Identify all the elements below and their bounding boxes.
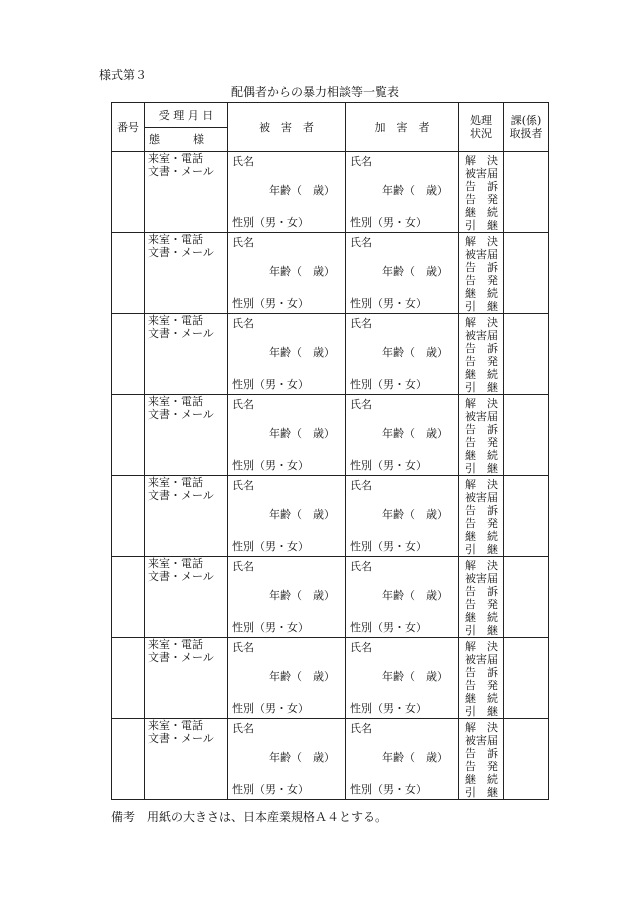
status-item: 被害届 (465, 410, 498, 423)
status-item: 被害届 (465, 653, 498, 666)
victim-name-label: 氏名 (232, 155, 254, 168)
perpetrator-age-label: 年齢（ 歳） (382, 508, 448, 521)
status-item: 解 決 (465, 316, 498, 329)
perpetrator-age-label: 年齢（ 歳） (382, 346, 448, 359)
victim-name-label: 氏名 (232, 560, 254, 573)
status-item: 解 決 (465, 397, 498, 410)
status-item: 引 継 (465, 705, 498, 718)
handler-cell[interactable] (504, 314, 549, 395)
status-item: 継 続 (465, 449, 498, 462)
victim-name-label: 氏名 (232, 641, 254, 654)
method-line2: 文書・メール (148, 651, 214, 664)
status-cell[interactable] (459, 314, 504, 395)
perpetrator-sex-label: 性別（男・女） (350, 378, 427, 391)
victim-sex-label: 性別（男・女） (232, 783, 309, 796)
perpetrator-age-label: 年齢（ 歳） (382, 589, 448, 602)
victim-age-label: 年齢（ 歳） (269, 184, 335, 197)
table-row (112, 233, 549, 314)
handler-cell[interactable] (504, 638, 549, 719)
table-row (112, 638, 549, 719)
perpetrator-name-label: 氏名 (350, 560, 372, 573)
note: 備考 用紙の大きさは、日本産業規格Ａ４とする。 (111, 810, 388, 824)
victim-name-label: 氏名 (232, 398, 254, 411)
status-item: 被害届 (465, 329, 498, 342)
header-victim: 被 害 者 (228, 103, 346, 152)
victim-sex-label: 性別（男・女） (232, 540, 309, 553)
status-cell[interactable] (459, 719, 504, 800)
perpetrator-sex-label: 性別（男・女） (350, 621, 427, 634)
status-item: 告 発 (465, 355, 498, 368)
table-row (112, 395, 549, 476)
victim-name-label: 氏名 (232, 722, 254, 735)
victim-sex-label: 性別（男・女） (232, 297, 309, 310)
method-cell[interactable] (145, 233, 228, 314)
status-cell[interactable] (459, 476, 504, 557)
perpetrator-age-label: 年齢（ 歳） (382, 427, 448, 440)
perpetrator-age-label: 年齢（ 歳） (382, 751, 448, 764)
header-status: 処理 状況 (459, 103, 504, 152)
header-mode: 態 様 (145, 128, 228, 152)
victim-name-label: 氏名 (232, 479, 254, 492)
perpetrator-sex-label: 性別（男・女） (350, 216, 427, 229)
victim-sex-label: 性別（男・女） (232, 621, 309, 634)
method-line1: 来室・電話 (148, 557, 203, 570)
handler-cell[interactable] (504, 152, 549, 233)
status-item: 継 続 (465, 368, 498, 381)
victim-sex-label: 性別（男・女） (232, 216, 309, 229)
perpetrator-cell[interactable] (346, 719, 459, 800)
header-handler: 課(係) 取扱者 (504, 103, 549, 152)
status-item: 告 発 (465, 193, 498, 206)
victim-cell[interactable] (228, 638, 346, 719)
status-item: 告 発 (465, 760, 498, 773)
status-item: 告 発 (465, 598, 498, 611)
status-item: 告 訴 (465, 261, 498, 274)
method-cell[interactable] (145, 476, 228, 557)
perpetrator-sex-label: 性別（男・女） (350, 702, 427, 715)
victim-cell[interactable] (228, 233, 346, 314)
victim-age-label: 年齢（ 歳） (269, 670, 335, 683)
victim-age-label: 年齢（ 歳） (269, 508, 335, 521)
status-item: 継 続 (465, 692, 498, 705)
handler-cell[interactable] (504, 557, 549, 638)
status-item: 引 継 (465, 381, 498, 394)
victim-cell[interactable] (228, 152, 346, 233)
perpetrator-cell[interactable] (346, 638, 459, 719)
status-item: 告 訴 (465, 504, 498, 517)
method-cell[interactable] (145, 719, 228, 800)
method-line2: 文書・メール (148, 570, 214, 583)
status-item: 被害届 (465, 734, 498, 747)
victim-cell[interactable] (228, 557, 346, 638)
row-number-cell[interactable] (112, 152, 145, 233)
perpetrator-name-label: 氏名 (350, 317, 372, 330)
status-item: 被害届 (465, 248, 498, 261)
status-cell[interactable] (459, 557, 504, 638)
perpetrator-sex-label: 性別（男・女） (350, 297, 427, 310)
victim-age-label: 年齢（ 歳） (269, 265, 335, 278)
method-line2: 文書・メール (148, 246, 214, 259)
status-item: 告 発 (465, 679, 498, 692)
page-title: 配偶者からの暴力相談等一覧表 (230, 85, 399, 99)
perpetrator-cell[interactable] (346, 395, 459, 476)
status-item: 継 続 (465, 287, 498, 300)
perpetrator-name-label: 氏名 (350, 479, 372, 492)
victim-cell[interactable] (228, 719, 346, 800)
table-row (112, 719, 549, 800)
consultation-table (111, 102, 549, 800)
form-number: 様式第３ (99, 68, 148, 82)
status-item: 告 訴 (465, 666, 498, 679)
status-item: 引 継 (465, 786, 498, 799)
status-item: 被害届 (465, 572, 498, 585)
method-line2: 文書・メール (148, 327, 214, 340)
perpetrator-sex-label: 性別（男・女） (350, 459, 427, 472)
row-number-cell[interactable] (112, 638, 145, 719)
status-item: 告 訴 (465, 585, 498, 598)
status-item: 引 継 (465, 219, 498, 232)
method-line1: 来室・電話 (148, 395, 203, 408)
status-item: 解 決 (465, 235, 498, 248)
handler-cell[interactable] (504, 476, 549, 557)
perpetrator-cell[interactable] (346, 314, 459, 395)
handler-cell[interactable] (504, 233, 549, 314)
header-date: 受 理 月 日 (145, 103, 228, 128)
method-line2: 文書・メール (148, 489, 214, 502)
perpetrator-name-label: 氏名 (350, 155, 372, 168)
status-item: 解 決 (465, 478, 498, 491)
table-row (112, 557, 549, 638)
row-number-cell[interactable] (112, 233, 145, 314)
status-cell[interactable] (459, 395, 504, 476)
victim-cell[interactable] (228, 476, 346, 557)
method-cell[interactable] (145, 314, 228, 395)
status-cell[interactable] (459, 233, 504, 314)
victim-cell[interactable] (228, 314, 346, 395)
method-cell[interactable] (145, 557, 228, 638)
row-number-cell[interactable] (112, 395, 145, 476)
victim-age-label: 年齢（ 歳） (269, 751, 335, 764)
status-item: 告 発 (465, 436, 498, 449)
method-line2: 文書・メール (148, 165, 214, 178)
method-line1: 来室・電話 (148, 638, 203, 651)
perpetrator-name-label: 氏名 (350, 398, 372, 411)
status-item: 解 決 (465, 154, 498, 167)
header-number: 番号 (112, 103, 145, 152)
header-perpetrator: 加 害 者 (346, 103, 459, 152)
perpetrator-name-label: 氏名 (350, 722, 372, 735)
status-item: 引 継 (465, 300, 498, 313)
status-item: 引 継 (465, 543, 498, 556)
status-item: 解 決 (465, 640, 498, 653)
status-cell[interactable] (459, 638, 504, 719)
perpetrator-cell[interactable] (346, 152, 459, 233)
status-item: 被害届 (465, 167, 498, 180)
status-item: 告 訴 (465, 342, 498, 355)
table-row (112, 152, 549, 233)
perpetrator-cell[interactable] (346, 557, 459, 638)
status-item: 解 決 (465, 721, 498, 734)
method-line1: 来室・電話 (148, 233, 203, 246)
perpetrator-age-label: 年齢（ 歳） (382, 265, 448, 278)
method-cell[interactable] (145, 395, 228, 476)
status-item: 引 継 (465, 624, 498, 637)
victim-age-label: 年齢（ 歳） (269, 346, 335, 359)
table-row (112, 476, 549, 557)
method-line2: 文書・メール (148, 408, 214, 421)
handler-cell[interactable] (504, 719, 549, 800)
status-item: 告 訴 (465, 747, 498, 760)
victim-age-label: 年齢（ 歳） (269, 427, 335, 440)
perpetrator-sex-label: 性別（男・女） (350, 540, 427, 553)
table-row (112, 314, 549, 395)
status-item: 継 続 (465, 206, 498, 219)
status-item: 解 決 (465, 559, 498, 572)
method-cell[interactable] (145, 638, 228, 719)
row-number-cell[interactable] (112, 476, 145, 557)
method-cell[interactable] (145, 152, 228, 233)
method-line1: 来室・電話 (148, 314, 203, 327)
status-item: 告 訴 (465, 180, 498, 193)
victim-sex-label: 性別（男・女） (232, 378, 309, 391)
status-item: 告 発 (465, 517, 498, 530)
status-item: 継 続 (465, 773, 498, 786)
perpetrator-name-label: 氏名 (350, 641, 372, 654)
perpetrator-age-label: 年齢（ 歳） (382, 184, 448, 197)
status-item: 被害届 (465, 491, 498, 504)
status-item: 告 発 (465, 274, 498, 287)
row-number-cell[interactable] (112, 557, 145, 638)
method-line1: 来室・電話 (148, 152, 203, 165)
status-item: 引 継 (465, 462, 498, 475)
victim-sex-label: 性別（男・女） (232, 702, 309, 715)
perpetrator-sex-label: 性別（男・女） (350, 783, 427, 796)
victim-cell[interactable] (228, 395, 346, 476)
method-line1: 来室・電話 (148, 719, 203, 732)
status-cell[interactable] (459, 152, 504, 233)
perpetrator-cell[interactable] (346, 476, 459, 557)
status-item: 告 訴 (465, 423, 498, 436)
perpetrator-name-label: 氏名 (350, 236, 372, 249)
victim-name-label: 氏名 (232, 236, 254, 249)
victim-age-label: 年齢（ 歳） (269, 589, 335, 602)
perpetrator-age-label: 年齢（ 歳） (382, 670, 448, 683)
row-number-cell[interactable] (112, 719, 145, 800)
handler-cell[interactable] (504, 395, 549, 476)
victim-sex-label: 性別（男・女） (232, 459, 309, 472)
victim-name-label: 氏名 (232, 317, 254, 330)
status-item: 継 続 (465, 611, 498, 624)
row-number-cell[interactable] (112, 314, 145, 395)
method-line2: 文書・メール (148, 732, 214, 745)
perpetrator-cell[interactable] (346, 233, 459, 314)
status-item: 継 続 (465, 530, 498, 543)
method-line1: 来室・電話 (148, 476, 203, 489)
